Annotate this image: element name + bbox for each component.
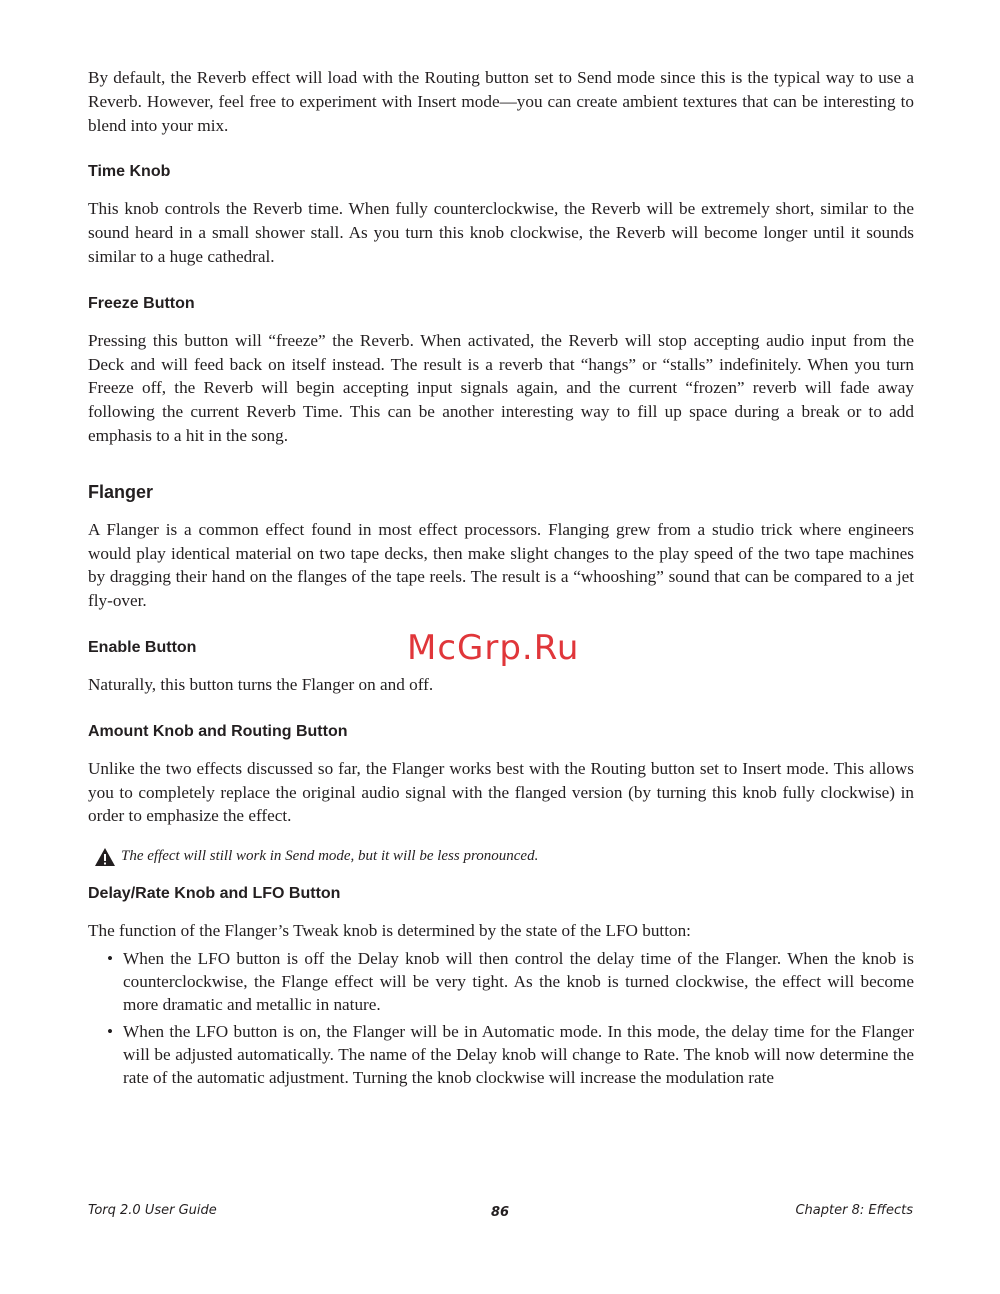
amount-knob-heading: Amount Knob and Routing Button: [88, 722, 348, 740]
footer-page-number: 86: [490, 1205, 510, 1220]
amount-knob-paragraph: Unlike the two effects discussed so far, the Flanger works best with the Routing button set to Insert mode. This allows you to completely replace the original audio signal with the flanged version (by turning this knob fully clockwise) in order to emphasize the effect.: [88, 758, 914, 826]
note-text: The effect will still work in Send mode, but it will be less pronounced.: [121, 848, 539, 865]
enable-button-heading: Enable Button: [88, 638, 197, 656]
intro-paragraph: By default, the Reverb effect will load with the Routing button set to Send mode since this is the typical way to use a Reverb. However, feel free to experiment with Insert mode—you can create ambient textures that can be interesting to blend into your mix.: [88, 68, 914, 135]
bullet-icon: •: [107, 948, 114, 968]
note-callout: [88, 845, 914, 869]
page-content: [88, 66, 914, 1093]
freeze-button-paragraph: Pressing this button will “freeze” the Reverb. When activated, the Reverb will stop accepting audio input from the Deck and will feed back on itself instead. The result is a reverb that “hangs” or “stalls” indefinitely. When you turn Freeze off, the Reverb will begin accepting input signals again, and the current “frozen” reverb will fade away following the current Reverb Time. This can be another interesting way to fill up space during a break or to add emphasis to a hit in the song.: [88, 330, 914, 445]
time-knob-paragraph: This knob controls the Reverb time. When fully counterclockwise, the Reverb will be extremely short, similar to the sound heard in a small shower stall. As you turn this knob clockwise, the Reverb will become longer until it sounds similar to a huge cathedral.: [88, 199, 914, 266]
freeze-button-heading: Freeze Button: [88, 294, 195, 312]
watermark: McGrp.Ru: [407, 628, 580, 668]
footer-chapter-title: Chapter 8: Effects: [795, 1203, 913, 1218]
time-knob-heading: Time Knob: [88, 163, 171, 181]
list-item: [88, 947, 914, 1016]
flanger-heading: Flanger: [88, 481, 154, 502]
delay-rate-bullet-list: [88, 947, 914, 1089]
delay-rate-heading: Delay/Rate Knob and LFO Button: [88, 885, 341, 903]
footer-guide-title: Torq 2.0 User Guide: [88, 1203, 217, 1218]
bullet-icon: •: [107, 1021, 114, 1041]
warning-triangle-icon: [94, 847, 116, 867]
enable-button-paragraph: Naturally, this button turns the Flanger on and off.: [88, 674, 434, 694]
list-item: [88, 1020, 914, 1089]
list-item-text: When the LFO button is on, the Flanger will be in Automatic mode. In this mode, the delay time for the Flanger will be adjusted automatically. The name of the Delay knob will change to Rate. The knob will now determine the rate of the automatic adjustment. Turning the knob clockwise will increase the modulation rate: [123, 1021, 914, 1087]
delay-rate-paragraph: The function of the Flanger’s Tweak knob is determined by the state of the LFO button:: [88, 921, 691, 941]
flanger-paragraph: A Flanger is a common effect found in most effect processors. Flanging grew from a studio trick where engineers would play identical material on two tape decks, then make slight changes to the play speed of the two tape machines by dragging their hand on the flanges of the tape reels. The result is a “whooshing” sound that can be compared to a jet fly-over.: [88, 519, 914, 611]
list-item-text: When the LFO button is off the Delay knob will then control the delay time of the Flanger. When the knob is counterclockwise, the Flange effect will be very tight. As the knob is turned clockwise, the effect will become more dramatic and metallic in nature.: [123, 948, 914, 1014]
